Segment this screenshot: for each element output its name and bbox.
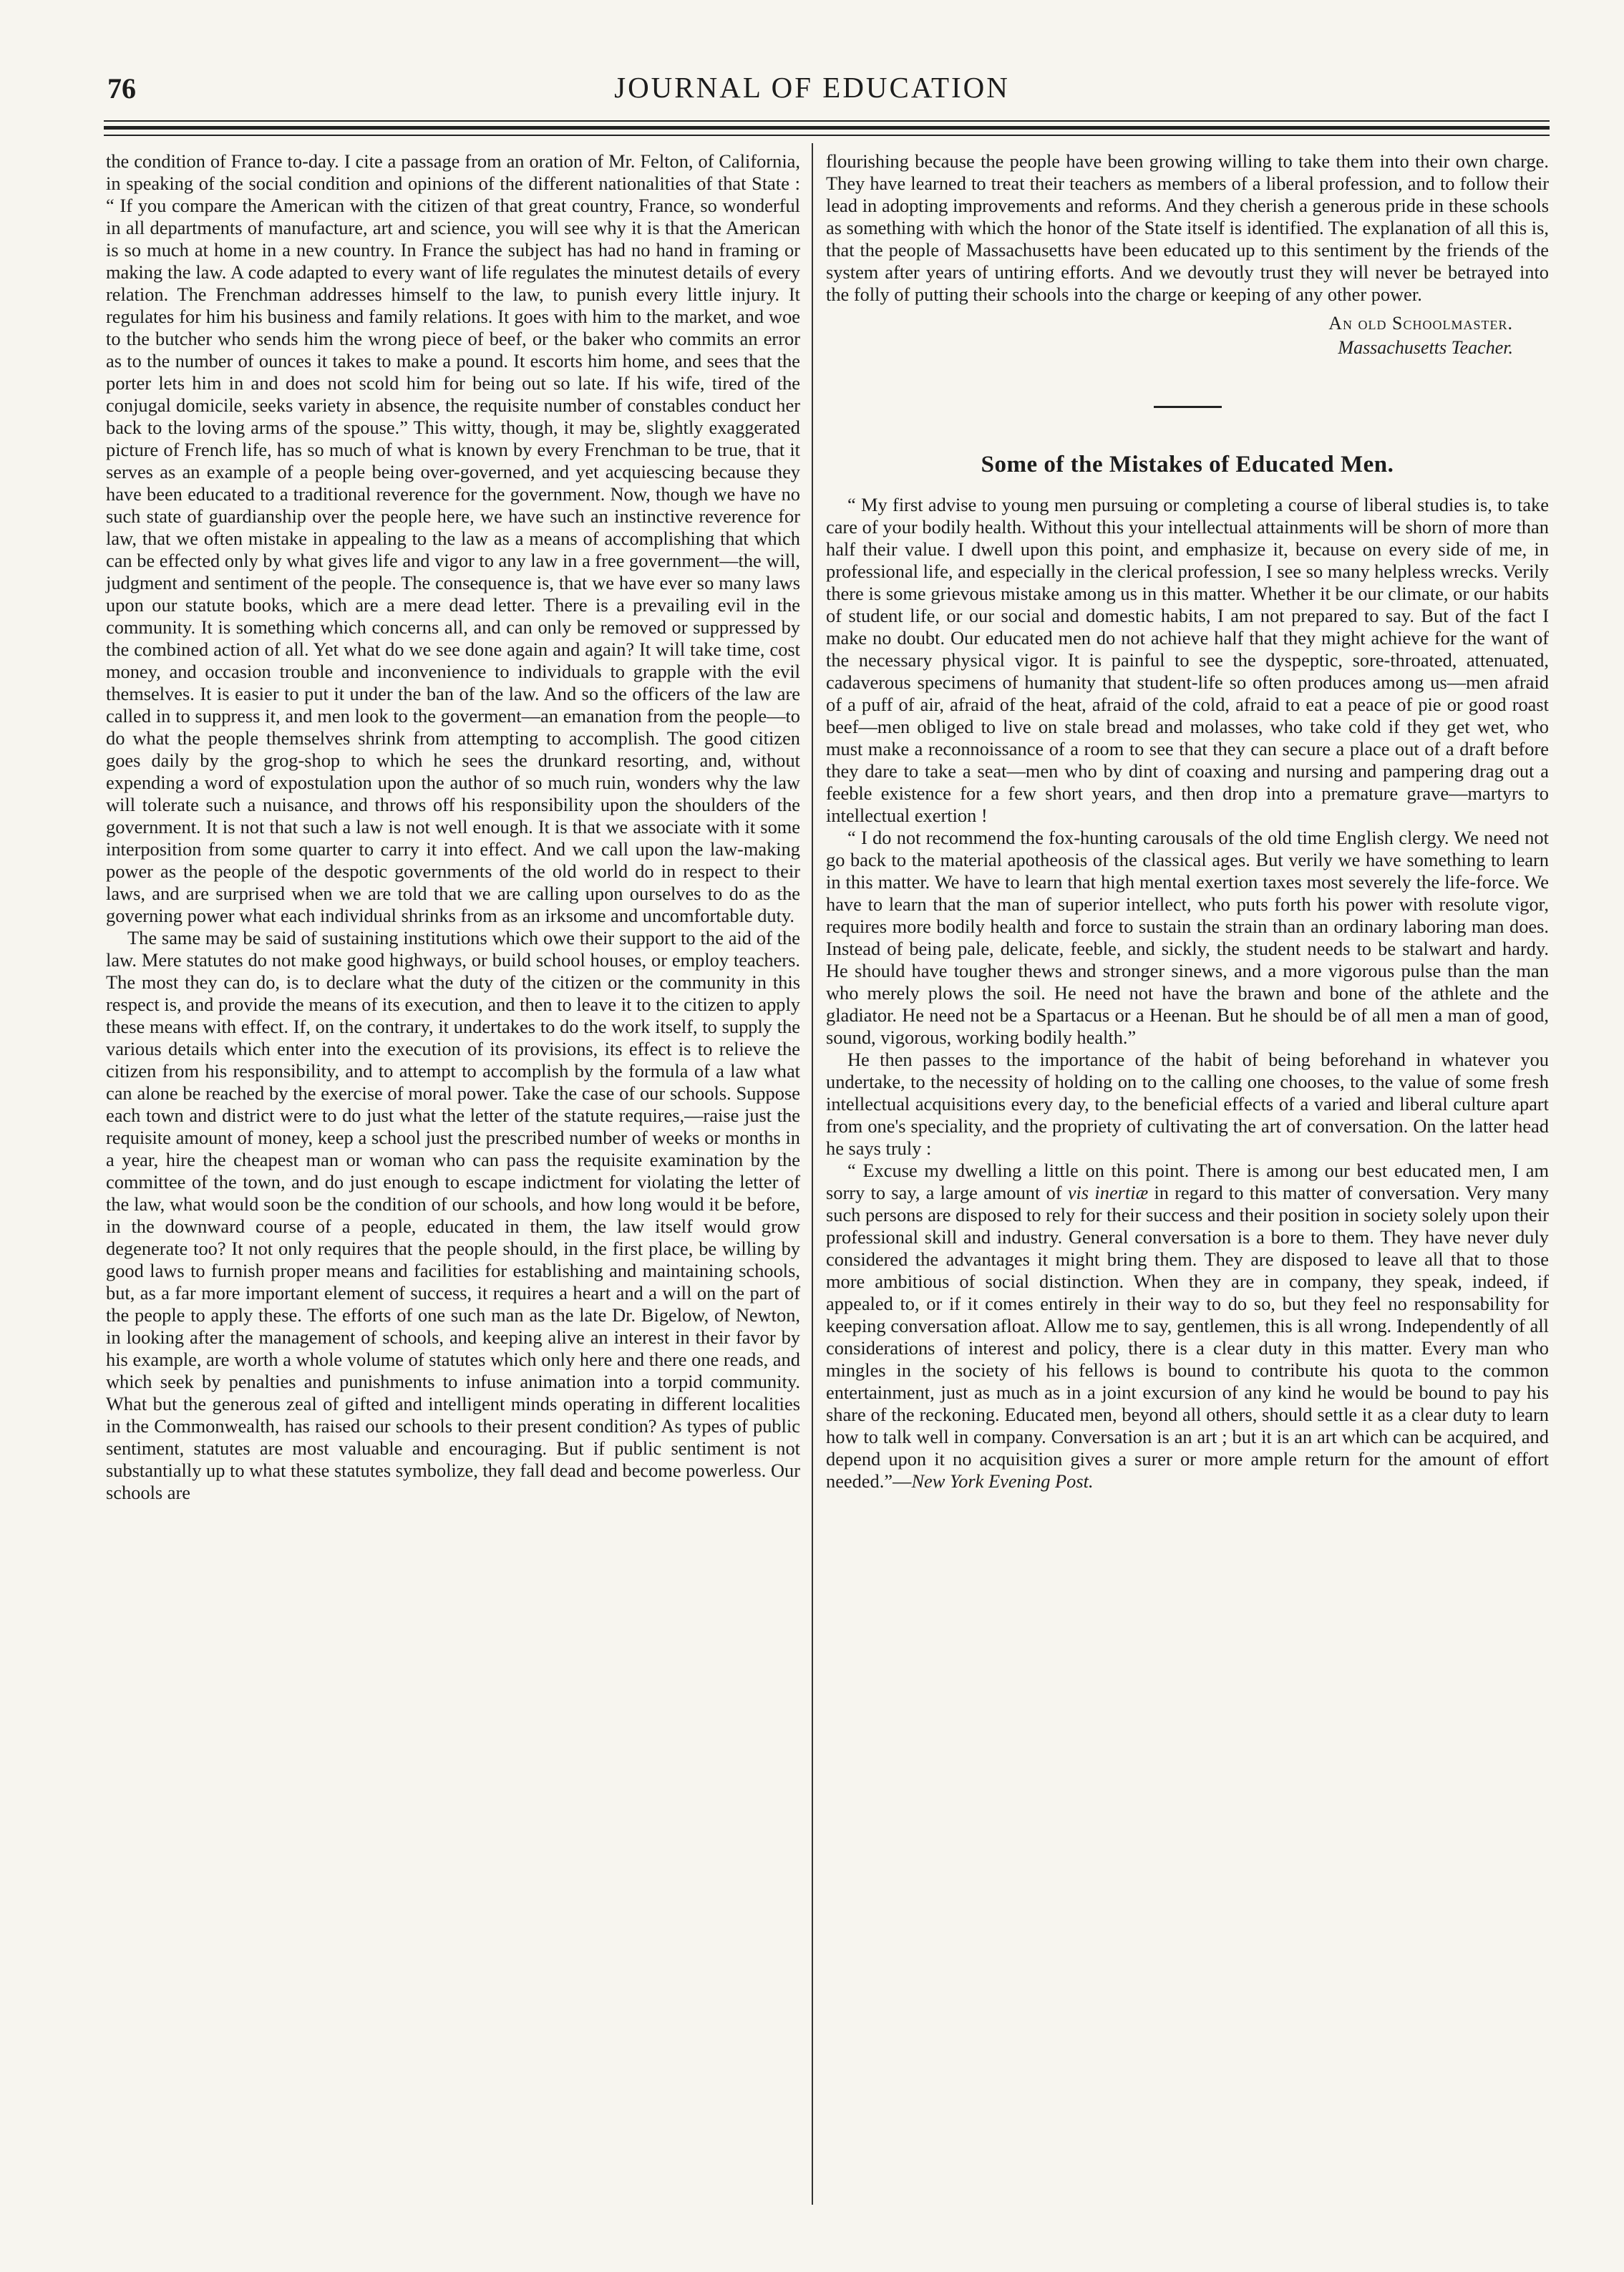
left-paragraph-2: The same may be said of sustaining institutions which owe their support to the aid of the law. Mere statutes do not make good highways, or build school houses, or employ teachers. The most they can do, is to declare what the duty of the citizen or the community in this respect is, and provide the means of its execution, and then to leave it to the citizen to apply these means with effect. If, on the contrary, it undertakes to do the work itself, to supply the various details which enter into the execution of its provisions, its effect is to relieve the citizen from his responsibility, and to attempt to accomplish by the formula of a law what can alone be reached by the exercise of moral power. Take the case of our schools. Suppose each town and district were to do just what the letter of the statute requires,—raise just the requisite amount of money, keep a school just the prescribed number of weeks or months in a year, hire the cheapest man or woman who can pass the requisite examination by the committee of the town, and do just enough to escape indictment for violating the letter of the law, what would soon be the condition of our schools, and how long would it be before, in the downward course of a people, educated in them, the law itself would grow degenerate too? It not only requires that the people should, in the first place, be willing by good laws to furnish proper means and facilities for establishing and maintaining schools, but, as a far more important element of success, it requires a heart and a will on the part of the people to apply these. The efforts of one such man as the late Dr. Bigelow, of Newton, in looking after the management of schools, and keeping alive an interest in their favor by his example, are worth a whole volume of statutes which only here and there one reads, and which seek by penalties and punishments to infuse animation into a torpid community. What but the generous zeal of gifted and intelligent minds operating in different localities in the Commonwealth, has raised our schools to their present condition? As types of public sentiment, statutes are most valuable and encouraging. But if public sentiment is not substantially up to what these statutes symbolize, they fall dead and become powerless. Our schools are bbox=[106, 927, 800, 1503]
left-column bbox=[106, 150, 800, 1504]
right-column bbox=[826, 150, 1549, 1492]
article-divider bbox=[1154, 406, 1222, 408]
left-paragraph-1: the condition of France to-day. I cite a passage from an oration of Mr. Felton, of California, in speaking of the social condition and opinions of the different nationalities of that State : “ If you compare the American with the citizen of that great country, France, so wonderful in all departments of manufacture, art and science, you will see why it is that the American is so much at home in a new country. In France the subject has had no hand in framing or making the law. A code adapted to every want of life regulates the minutest details of every relation. The Frenchman addresses himself to the law, to punish every little injury. It regulates for him his business and family relations. It goes with him to the market, and woe to the butcher who sends him the wrong piece of beef, or the baker who commits an error as to the number of ounces it takes to make a pound. It escorts him home, and sees that the porter lets him in and does not scold him for being out so late. If his wife, tired of the conjugal domicile, seeks variety in absence, the requisite number of constables conduct her back to the loving arms of the spouse.” This witty, though, it may be, slightly exaggerated picture of French life, has so much of what is known by every Frenchman to be true, that it serves as an example of a people being over-governed, and yet acquiescing because they have been educated to a traditional reverence for the government. Now, though we have no such state of guardianship over the people here, we have such an instinctive reverence for law, that we often mistake in appealing to the law as a means of accomplishing that which can be effected only by what gives life and vigor to any law in a free government—the will, judgment and sentiment of the people. The consequence is, that we have ever so many laws upon our statute books, which are a mere dead letter. There is a prevailing evil in the community. It is something which concerns all, and can only be removed or suppressed by the combined action of all. Yet what do we see done again and again? It will take time, cost money, and occasion trouble and inconvenience to individuals to grapple with the evil themselves. It is easier to put it under the ban of the law. And so the officers of the law are called in to suppress it, and men look to the goverment—an emanation from the people—to do what the people themselves shrink from attempting to accomplish. The good citizen goes daily by the grog-shop to which he sees the drunkard resorting, and, without expending a word of expostulation upon the author of so much ruin, wonders why the law will tolerate such a nuisance, and throws off his responsibility upon the shoulders of the government. It is not that such a law is not well enough. It is that we associate with it some interposition from some quarter to carry it into effect. And we call upon the law-making power as the people of the despotic governments of the old world do in respect to their laws, and are surprised when we are told that we are calling upon ourselves to do as the governing power what each individual shrinks from as an irksome and uncomfortable duty. bbox=[106, 150, 800, 926]
article-paragraph-2: “ I do not recommend the fox-hunting carousals of the old time English clergy. We need not go back to the material apotheosis of the classical ages. But verily we have something to learn in this matter. We have to learn that high mental exertion taxes most severely the life-force. We have to learn that the man of superior intellect, who puts forth his power with resolute vigor, requires more bodily health and force to sustain the strain than an ordinary laboring man does. Instead of being pale, delicate, feeble, and sickly, the student needs to be stalwart and hardy. He should have tougher thews and stronger sinews, and a more vigorous pulse than the man who merely plows the soil. He need not have the brawn and bone of the athlete and the gladiator. He need not be a Spartacus or a Heenan. But he should be of all men a man of good, sound, vigorous, working bodily health.” bbox=[826, 827, 1549, 1048]
column-divider bbox=[812, 143, 813, 2205]
running-title: JOURNAL OF EDUCATION bbox=[614, 71, 1010, 104]
paragraph-4-text-a: “ Excuse my dwelling a little on this point. There is among our best educated men, I am sorry to say, a large amount of bbox=[826, 1160, 1549, 1203]
continuation-paragraph: flourishing because the people have been growing willing to take them into their own charge. They have learned to treat their teachers as members of a liberal profession, and to follow their lead in adopting improvements and reforms. And they cherish a generous pride in these schools as something with which the honor of the State itself is identified. The explanation of all this is, that the people of Massachusetts have been educated up to this sentiment by the friends of the system after years of untiring efforts. And we devoutly trust they will never be betrayed into the folly of putting their schools into the charge or keeping of any other power. bbox=[826, 150, 1549, 305]
signature bbox=[826, 311, 1513, 360]
header-rule-bottom bbox=[104, 135, 1550, 136]
page-header bbox=[0, 0, 1624, 143]
article-source: New York Evening Post. bbox=[911, 1470, 1094, 1492]
latin-phrase: vis inertiæ bbox=[1067, 1182, 1149, 1203]
header-rule-middle bbox=[104, 126, 1550, 130]
page-number: 76 bbox=[107, 72, 136, 105]
article-paragraph-4 bbox=[826, 1160, 1549, 1492]
article-paragraph-3: He then passes to the importance of the habit of being beforehand in whatever you undertake, to the necessity of holding on to the calling one chooses, to the value of some fresh intellectual acquisitions every day, to the beneficial effects of a varied and liberal culture apart from one's speciality, and the propriety of cultivating the art of conversation. On the latter head he says truly : bbox=[826, 1049, 1549, 1159]
signature-author: An old Schoolmaster. bbox=[1328, 313, 1513, 334]
article-paragraph-1: “ My first advise to young men pursuing or completing a course of liberal studies is, to take care of your bodily health. Without this your intellectual attainments will be shorn of more than half their value. I dwell upon this point, and emphasize it, because on every side of me, in professional life, and especially in the clerical profession, I see so many helpless wrecks. Verily there is some grievous mistake among us in this matter. Whether it be our climate, or our habits of student life, or our social and domestic habits, I am not prepared to say. But of the fact I make no doubt. Our educated men do not achieve half that they might achieve for the want of the necessary physical vigor. It is painful to see the dyspeptic, sore-throated, attenuated, cadaverous specimens of humanity that student-life so often produces among us—men afraid of a puff of air, afraid of the heat, afraid of the cold, afraid to eat a peace of pie or good roast beef—men obliged to live on stale bread and molasses, who take cold if they get wet, who must make a reconnoissance of a room to see that they can secure a place out of a draft before they dare to take a seat—men who by dint of coaxing and nursing and pampering drag out a feeble existence for a few short years, and then drop into a premature grave—martyrs to intellectual exertion ! bbox=[826, 494, 1549, 826]
paragraph-4-text-b: in regard to this matter of conversation. Very many such persons are disposed to rely for their success and their position in society solely upon their professional skill and industry. General conversation is a bore to them. They have never duly considered the advantages it might bring them. They are disposed to leave all that to those more ambitious of social distinction. When they are in company, they speak, indeed, if appealed to, or if it comes entirely in their way to do so, but they feel no responsability for keeping conversation afloat. Allow me to say, gentlemen, this is all wrong. Independently of all considerations of interest and policy, there is a clear duty in this matter. Every man who mingles in the society of his fellows is bound to contribute his quota to the common entertainment, just as much as in a joint excursion of any kind he would be bound to pay his share of the reckoning. Educated men, beyond all others, should settle it as a clear duty to learn how to talk well in company. Conversation is an art ; but it is an art which can be acquired, and depend upon it no acquisition gives a surer or more ample return for the amount of effort needed.”— bbox=[826, 1182, 1549, 1492]
signature-source: Massachusetts Teacher. bbox=[1338, 337, 1513, 358]
article-title: Some of the Mistakes of Educated Men. bbox=[981, 452, 1394, 477]
header-rule-top bbox=[104, 120, 1550, 122]
